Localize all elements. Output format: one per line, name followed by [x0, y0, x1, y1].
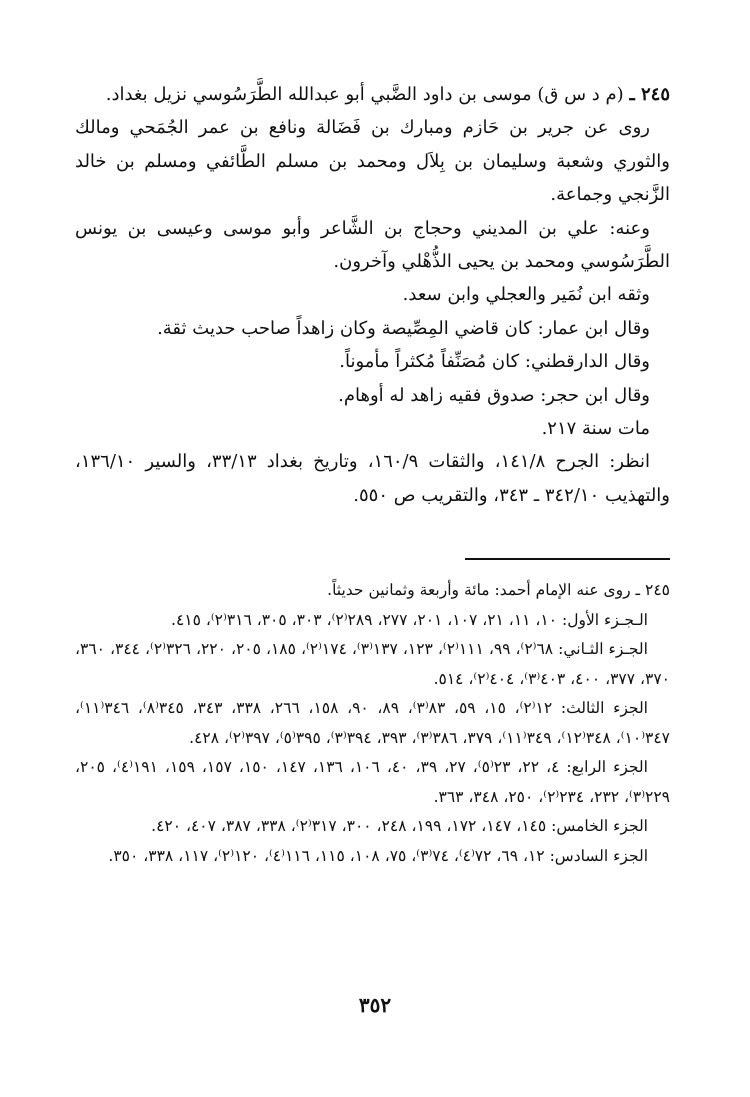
- footnote-part: الجزء الخامس: ١٤٥، ١٤٧، ١٧٢، ١٩٩، ٢٤٨، ٣٠٠، ٣١٧⁽٢⁾، ٣٣٨، ٣٨٧، ٤٠٧، ٤٢٠.: [151, 817, 648, 836]
- entry-line: وقال ابن عمار: كان قاضي المِصِّيصة وكان زاهداً صاحب حديث ثقة.: [157, 317, 650, 339]
- entry-line: وثقه ابن نُمَير والعجلي وابن سعد.: [402, 284, 650, 306]
- footnote-part: الـجـزء الأول: ١٠، ١١، ٢١، ١٠٧، ٢٠١، ٢٧٧، ٢٨٩⁽٢⁾، ٣٠٣، ٣٠٥، ٣١٦⁽٢⁾، ٤١٥.: [171, 610, 648, 629]
- footnote-part: الجزء الثالث: ١٢⁽٢⁾، ١٥، ٥٩، ٨٣⁽٣⁾، ٨٩، ٩٠، ١٥٨، ٢٦٦، ٣٣٨، ٣٤٣، ٣٤٥⁽٨⁾، ٣٤٦⁽١١⁾، ٣٤٧⁽١٠⁾، ٣٤٨⁽١٢⁾، ٣٤٩⁽١١⁾، ٣٧٩، ٣٨٦⁽٣⁾، ٣٩٣، ٣٩٤⁽٣⁾، ٣٩٥⁽٥⁾، ٣٩٧⁽٢⁾، ٤٢٨.: [75, 699, 670, 747]
- entry-number: ٢٤٥ ـ: [629, 84, 670, 105]
- page-body: [75, 78, 670, 871]
- footnote-part: الجـزء الثـاني: ٦٨⁽٢⁾، ٩٩، ١١١⁽٢⁾، ١٢٣، ١٣٧⁽٣⁾، ١٧٤⁽٢⁾، ١٨٥، ٢٠٥، ٢٢٠، ٣٢٦⁽٢⁾، ٣٤٤، ٣٦٠، ٣٧٠، ٣٧٧، ٤٠٠، ٤٠٣⁽٣⁾، ٤٠٤⁽٢⁾، ٥١٤.: [75, 640, 670, 688]
- entry-header: [75, 78, 670, 111]
- footnote-part: الجزء السادس: ١٢، ٦٩، ٧٢⁽٤⁾، ٧٤⁽٣⁾، ٧٥، ١٠٨، ١١٥، ١١٦⁽٤⁾، ١٢٠⁽٢⁾، ١١٧، ٣٣٨، ٣٥٠.: [108, 846, 648, 865]
- page-number: ٣٥٢: [358, 993, 392, 1017]
- footnote-divider: [465, 558, 670, 560]
- sources-paragraph: انظر: الجرح ١٤١/٨، والثقات ١٦٠/٩، وتاريخ بغداد ٣٣/١٣، والسير ١٣٦/١٠، والتهذيب ٣٤٢/١٠ ـ ٣٤٣، والتقريب ص ٥٥٠.: [75, 451, 670, 506]
- entry-line: وقال الدارقطني: كان مُصَنِّفاً مُكثراً مأموناً.: [339, 351, 650, 373]
- entry-line: مات سنة ٢١٧.: [541, 418, 650, 440]
- entry-title: (م د س ق) موسى بن داود الضَّبي أبو عبدالله الطَّرَسُوسي نزيل بغداد.: [105, 84, 624, 105]
- narrated-from-paragraph: روى عن جرير بن حَازم ومبارك بن فَضَالة ونافع بن عمر الجُمَحي ومالك والثوري وشعبة وسليمان بن بِلاَل ومحمد بن مسلم الطَّائفي ومسلم بن خالد الزَّنجي وجماعة.: [75, 117, 670, 206]
- footnote: [75, 576, 670, 871]
- footnote-part: الجزء الرابع: ٤، ٢٢، ٢٣⁽٥⁾، ٢٧، ٣٩، ٤٠، ١٠٦، ١٣٦، ١٤٧، ١٥٠، ١٥٧، ١٥٩، ١٩١⁽٤⁾، ٢٠٥، ٢٢٩⁽٣⁾، ٢٣٢، ٢٣٤⁽٢⁾، ٢٥٠، ٣٤٨، ٣٦٣.: [75, 758, 670, 806]
- entry-line: وقال ابن حجر: صدوق فقيه زاهد له أوهام.: [338, 384, 650, 406]
- footnote-intro: ٢٤٥ ـ روى عنه الإمام أحمد: مائة وأربعة وثمانين حديثاً.: [327, 581, 670, 600]
- narrated-by-paragraph: وعنه: علي بن المديني وحجاج بن الشَّاعر وأبو موسى وعيسى بن يونس الطَّرَسُوسي ومحمد بن يحيى الذُّهْلي وآخرون.: [75, 217, 670, 273]
- biography-entry: [75, 78, 670, 512]
